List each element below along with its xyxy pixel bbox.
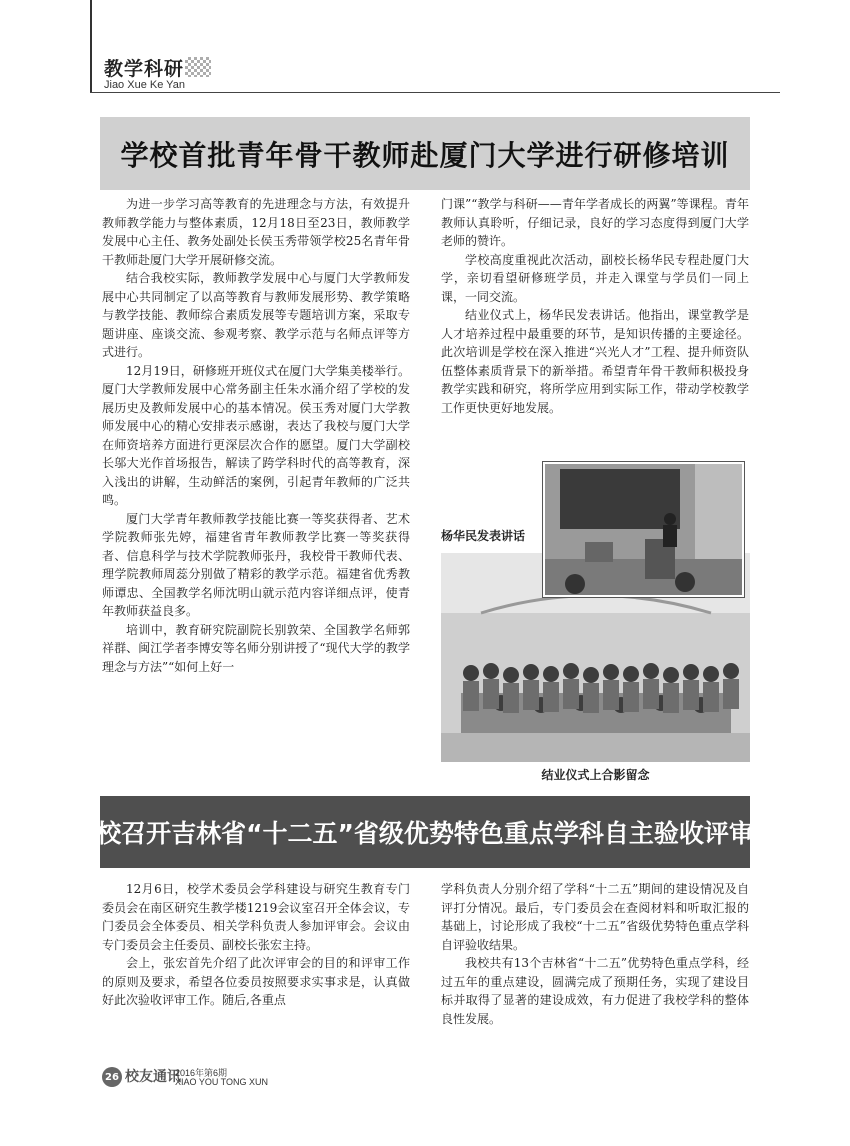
section-title: 教学科研 — [104, 58, 185, 80]
issue-label: 2016年第6期 — [175, 1068, 228, 1078]
photo-caption: 杨华民发表讲话 — [441, 529, 526, 543]
photo-caption: 结业仪式上合影留念 — [541, 768, 650, 782]
paragraph: 为进一步学习高等教育的先进理念与方法，有效提升教师教学能力与整体素质，12月18日至23日，教师教学发展中心主任、教务处副处长侯玉秀带领学校25名青年骨干教师赴厦门大学开展研修交流。 — [102, 197, 410, 267]
paragraph: 12月19日，研修班开班仪式在厦门大学集美楼举行。厦门大学教师发展中心常务副主任朱水涌介绍了学校的发展历史及教师发展中心的基本情况。侯玉秀对厦门大学教师发展中心的精心安排表示感谢，表达了我校与厦门大学在师资培养方面进行更深层次合作的愿望。厦门大学副校长邬大光作首场报告，解读了跨学科时代的高等教育，深入浅出的讲解，生动鲜活的案例，引起青年教师的广泛共鸣。 — [102, 363, 410, 507]
paragraph: 培训中，教育研究院副院长别敦荣、全国教学名师郭祥群、闽江学者李博安等名师分别讲授了“现代大学的教学理念与方法”“如何上好一 — [102, 622, 410, 674]
article1-title: 学校首批青年骨干教师赴厦门大学进行研修培训 — [100, 117, 750, 190]
article2-column-1 — [102, 880, 410, 1010]
section-divider-horizontal — [90, 92, 780, 93]
magazine-pinyin: XIAO YOU TONG XUN — [175, 1077, 269, 1087]
paragraph: 结合我校实际，教师教学发展中心与厦门大学教师发展中心共同制定了以高等教育与教师发展形势、教学策略与教学技能、教师综合素质发展等专题培训方案，采取专题讲座、座谈交流、参观考察、教学示范与名师点评等方式进行。 — [102, 271, 410, 359]
paragraph: 会上，张宏首先介绍了此次评审会的目的和评审工作的原则及要求，希望各位委员按照要求实事求是，认真做好此次验收评审工作。随后,各重点 — [102, 956, 410, 1007]
paragraph: 12月6日，校学术委员会学科建设与研究生教育专门委员会在南区研究生教学楼1219会议室召开全体会议，专门委员会全体委员、相关学科负责人参加评审会。会议由专门委员会主任委员、副校长张宏主持。 — [102, 882, 410, 952]
checker-decoration-icon — [185, 57, 211, 77]
page-number: 26 — [102, 1067, 122, 1087]
magazine-name: 校友通讯 — [125, 1069, 181, 1085]
paragraph: 我校共有13个吉林省“十二五”优势特色重点学科，经过五年的重点建设，圆满完成了预期任务，实现了建设目标并取得了显著的建设成效，有力促进了我校学科的整体良性发展。 — [441, 956, 749, 1026]
article1-column-1 — [102, 195, 410, 676]
paragraph: 学校高度重视此次活动，副校长杨华民专程赴厦门大学，亲切看望研修班学员，并走入课堂与学员们一同上课，一同交流。 — [441, 252, 749, 304]
article2-title: 我校召开吉林省“十二五”省级优势特色重点学科自主验收评审会 — [100, 796, 750, 868]
article1-column-2 — [441, 195, 749, 417]
section-pinyin: Jiao Xue Ke Yan — [104, 79, 185, 91]
speech-photo — [543, 462, 744, 597]
paragraph-continued: 学科负责人分别介绍了学科“十二五”期间的建设情况及自评打分情况。最后，专门委员会在查阅材料和听取汇报的基础上，讨论形成了我校“十二五”省级优势特色重点学科自评验收结果。 — [441, 882, 749, 952]
paragraph: 厦门大学青年教师教学技能比赛一等奖获得者、艺术学院教师张先婷，福建省青年教师教学比赛一等奖获得者、信息科学与技术学院教师张丹，我校骨干教师代表、理学院教师周蕊分别做了精彩的教学示范。福建省优秀教师谭忠、全国教学名师沈明山就示范内容详细点评，使青年教师获益良多。 — [102, 511, 410, 618]
paragraph-continued: 门课”“教学与科研——青年学者成长的两翼”等课程。青年教师认真聆听，仔细记录，良好的学习态度得到厦门大学老师的赞许。 — [441, 197, 749, 248]
section-divider-vertical — [90, 0, 92, 92]
paragraph: 结业仪式上，杨华民发表讲话。他指出，课堂教学是人才培养过程中最重要的环节，是知识传播的主要途径。此次培训是学校在深入推进“兴光人才”工程、提升师资队伍整体素质背景下的新举措。希望青年骨干教师积极投身教学实践和研究，将所学应用到实际工作，带动学校教学工作更快更好地发展。 — [441, 308, 749, 415]
article2-column-2 — [441, 880, 749, 1028]
